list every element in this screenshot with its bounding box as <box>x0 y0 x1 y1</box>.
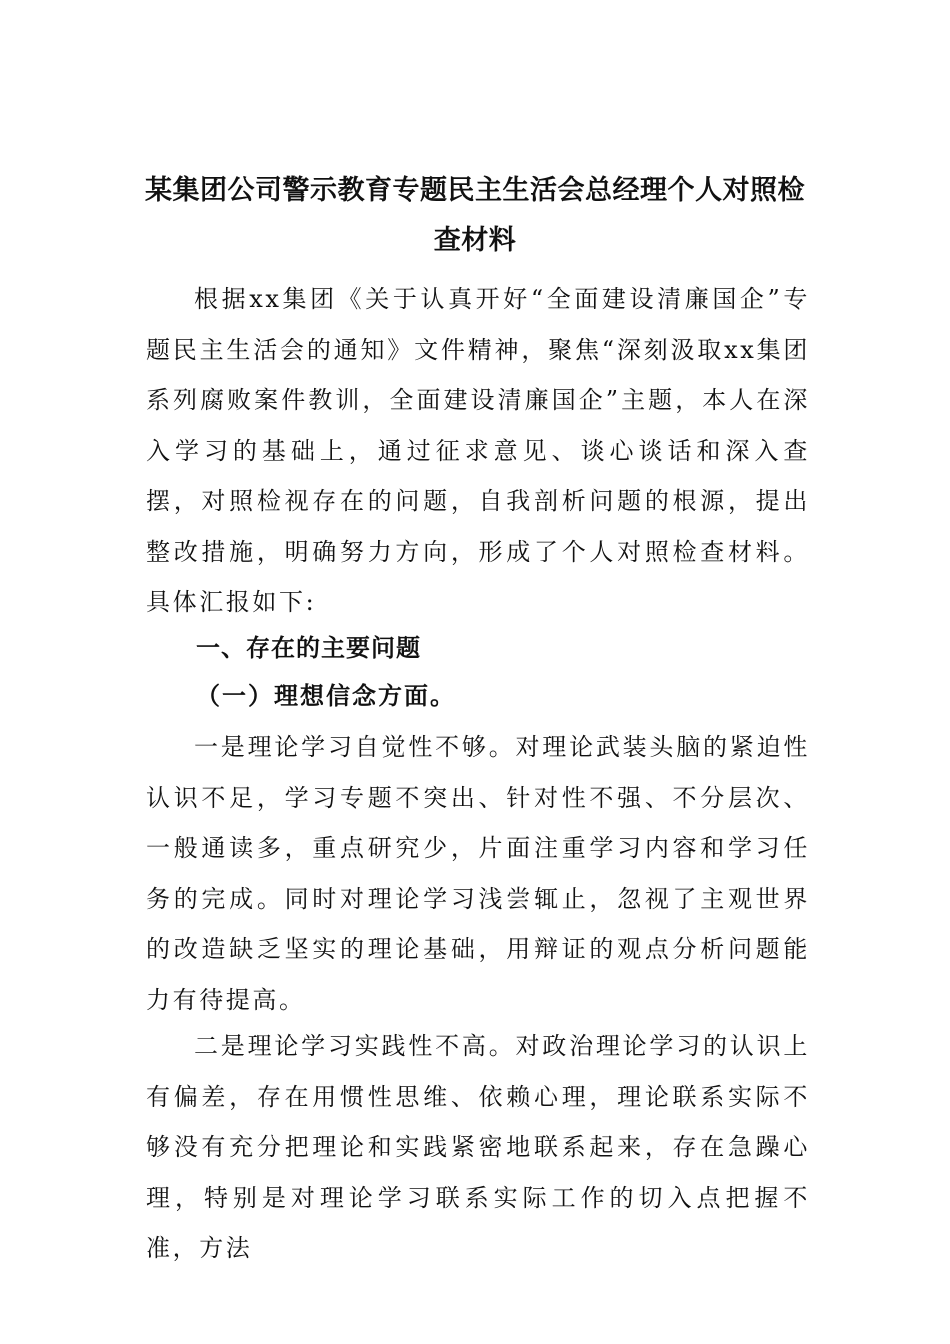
section-heading-problems: 一、存在的主要问题 <box>196 634 421 662</box>
intro-paragraph: 根据xx集团《关于认真开好“全面建设清廉国企”专题民主生活会的通知》文件精神，聚焦“深刻汲取xx集团系列腐败案件教训，全面建设清廉国企”主题，本人在深入学习的基础上，通过征求意见、谈心谈话和深入查摆，对照检视存在的问题，自我剖析问题的根源，提出整改措施，明确努力方向，形成了个人对照检查材料。具体汇报如下: <box>146 285 810 616</box>
paragraph-point-one: 一是理论学习自觉性不够。对理论武装头脑的紧迫性认识不足，学习专题不突出、针对性不强、不分层次、一般通读多，重点研究少，片面注重学习内容和学习任务的完成。同时对理论学习浅尝辄止，忽视了主观世界的改造缺乏坚实的理论基础，用辩证的观点分析问题能力有待提高。 <box>146 733 810 1014</box>
subsection-heading-ideals: （一）理想信念方面。 <box>196 681 456 710</box>
paragraph-point-two: 二是理论学习实践性不高。对政治理论学习的认识上有偏差，存在用惯性思维、依赖心理，理论联系实际不够没有充分把理论和实践紧密地联系起来，存在急躁心理，特别是对理论学习联系实际工作的切入点把握不准，方法 <box>146 1032 810 1262</box>
document-title: 某集团公司警示教育专题民主生活会总经理个人对照检查材料 <box>145 175 805 257</box>
